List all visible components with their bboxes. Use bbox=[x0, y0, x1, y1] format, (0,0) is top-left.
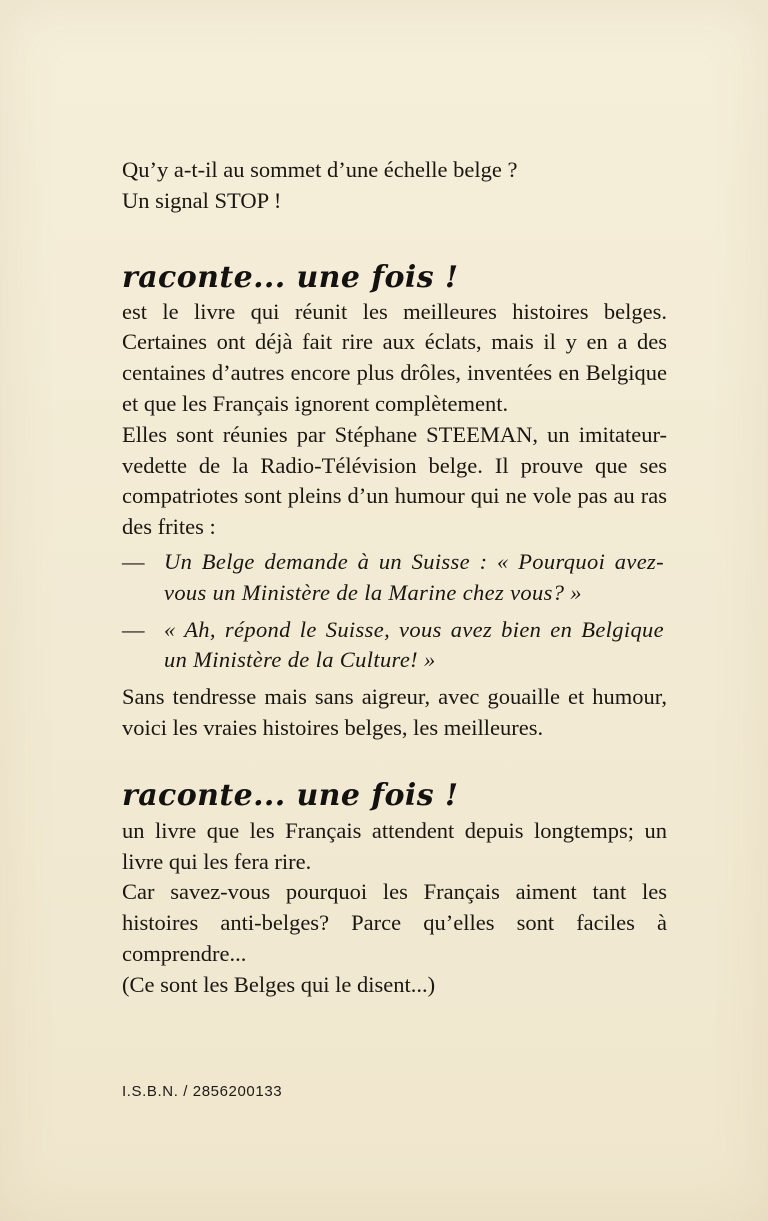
dialogue-text: « Ah, répond le Suisse, vous avez bien en Belgique un Ministère de la Culture! » bbox=[164, 616, 664, 673]
dialogue-line bbox=[122, 615, 667, 677]
riddle-answer: Un signal STOP ! bbox=[122, 187, 282, 213]
isbn-number: I.S.B.N. / 2856200133 bbox=[122, 1083, 283, 1100]
closing-paragraph-2: Car savez-vous pourquoi les Français aiment tant les histoires anti-belges? Parce qu’elles sont faciles à comprendre... bbox=[122, 879, 667, 966]
dialogue-dash: — bbox=[122, 548, 145, 574]
description-paragraph-2: Elles sont réunies par Stéphane STEEMAN, un imitateur-vedette de la Radio-Télévision belge. Il prouve que ses compatriotes sont pleins d’un humour qui ne vole pas au ras des frites : bbox=[122, 421, 667, 540]
dialogue-line bbox=[122, 547, 667, 609]
dialogue-text: Un Belge demande à un Suisse : « Pourquoi avez-vous un Ministère de la Marine chez vous? » bbox=[164, 548, 664, 605]
closing-paragraph-1: un livre que les Français attendent depuis longtemps; un livre qui les fera rire. bbox=[122, 817, 667, 874]
cover-text-block bbox=[122, 155, 667, 1001]
dialogue-dash: — bbox=[122, 616, 145, 642]
intro-riddle bbox=[122, 155, 667, 217]
description-paragraph-1: est le livre qui réunit les meilleures histoires belges. Certaines ont déjà fait rire aux éclats, mais il y en a des centaines d’autres encore plus drôles, inventées en Belgique et que les Français ignorent complètement. bbox=[122, 298, 667, 416]
closing-paragraph-3: (Ce sont les Belges qui le disent...) bbox=[122, 971, 436, 997]
book-title-tagline: raconte... une fois ! bbox=[122, 259, 459, 295]
joke-dialogue bbox=[122, 547, 667, 676]
description-paragraph-3: Sans tendresse mais sans aigreur, avec gouaille et humour, voici les vraies histoires belges, les meilleures. bbox=[122, 684, 667, 740]
book-title-tagline-repeat: raconte... une fois ! bbox=[122, 777, 459, 813]
riddle-question: Qu’y a-t-il au sommet d’une échelle belge ? bbox=[122, 157, 518, 182]
